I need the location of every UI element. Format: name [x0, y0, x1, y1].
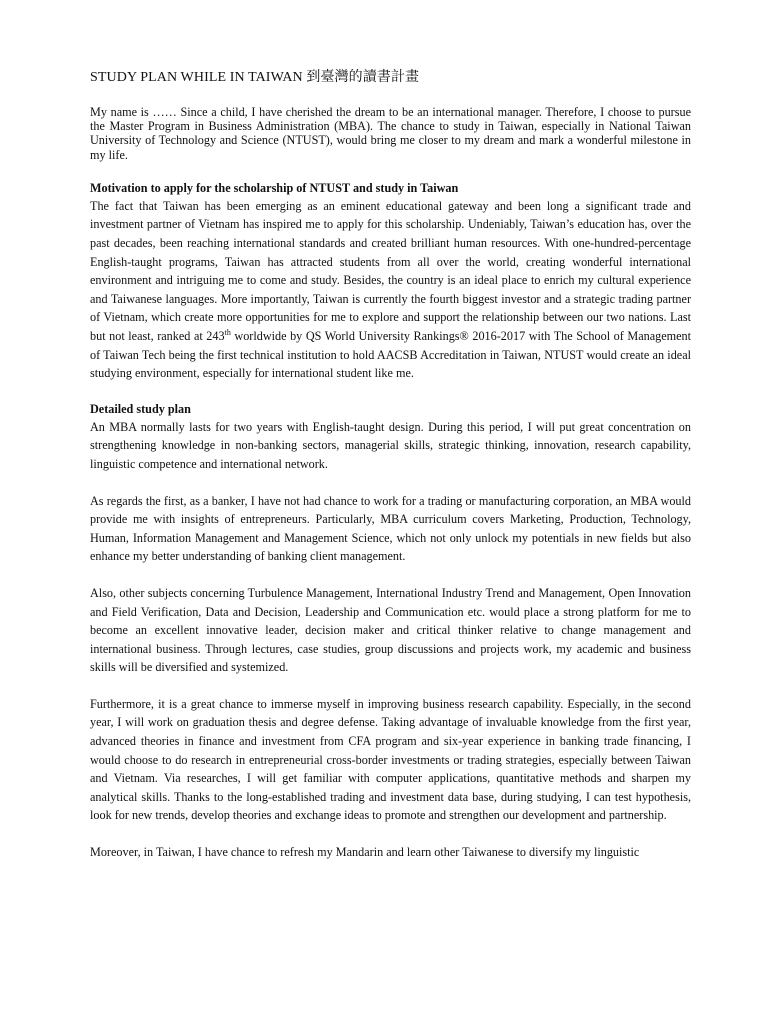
motivation-paragraph	[90, 197, 691, 383]
study-plan-paragraph: Moreover, in Taiwan, I have chance to refresh my Mandarin and learn other Taiwanese to diversify my linguistic	[90, 845, 640, 860]
motivation-heading: Motivation to apply for the scholarship of NTUST and study in Taiwan	[90, 180, 459, 195]
ordinal-suffix: th	[224, 327, 231, 337]
study-plan-paragraph: As regards the first, as a banker, I have not had chance to work for a trading or manufacturing corporation, an MBA would provide me with insights of entrepreneurs. Particularly, MBA curriculum covers Marketing, Production, Technology, Human, Information Management and Management Science, which not only unlock my potentials in new fields but also enhance my better understanding of banking client management.	[90, 493, 691, 564]
document-title: STUDY PLAN WHILE IN TAIWAN 到臺灣的讀書計畫	[90, 70, 420, 85]
intro-paragraph: My name is …… Since a child, I have cherished the dream to be an international manager. Therefore, I choose to pursue the Master Program in Business Administration (MBA). The chance to study in Taiwan, especially in National Taiwan University of Technology and Science (NTUST), would bring me closer to my dream and mark a wonderful milestone in my life.	[90, 105, 691, 162]
motivation-text-part2: worldwide by QS World University Rankings® 2016-2017 with The School of Management of Taiwan Tech being the first technical institution to hold AACSB Accreditation in Taiwan, NTUST would create an ideal studying environment, especially for international student like me.	[90, 328, 692, 381]
study-plan-paragraph: Furthermore, it is a great chance to immerse myself in improving business research capability. Especially, in the second year, I will work on graduation thesis and degree defense. Taking advantage of invaluable knowledge from the first year, advanced theories in finance and investment from CFA program and six-year experience in banking trade financing, I would choose to do research in entrepreneurial cross-border investments or trading strategies, especially between Taiwan and Vietnam. Via researches, I will get familiar with computer applications, quantitative methods and sharpen my analytical skills. Thanks to the long-established trading and investment data base, during studying, I can test hypothesis, look for new trends, develop theories and exchange ideas to promote and strengthen our development and partnership.	[90, 696, 691, 823]
study-plan-paragraph: An MBA normally lasts for two years with English-taught design. During this period, I will put great concentration on strengthening knowledge in non-banking sectors, managerial skills, strategic thinking, innovation, research capability, linguistic competence and international network.	[90, 419, 691, 471]
motivation-text-part1: The fact that Taiwan has been emerging as an eminent educational gateway and been long a significant trade and investment partner of Vietnam has inspired me to apply for this scholarship. Undeniably, Taiwan’s education has, over the past decades, been reaching international standards and created brilliant human resources. With one-hundred-percentage English-taught programs, Taiwan has attracted students from all over the world, creating wonderful international environment and intriguing me to come and study. Besides, the country is an ideal place to enrich my cultural experience and Taiwanese languages. More importantly, Taiwan is currently the fourth biggest investor and a strategic trading partner of Vietnam, which create more opportunities for me to explore and support the relationship between our two nations. Last but not least, ranked at 243	[90, 198, 691, 343]
study-plan-paragraph: Also, other subjects concerning Turbulence Management, International Industry Trend and Management, Open Innovation and Field Verification, Data and Decision, Leadership and Communication etc. would place a strong platform for me to become an excellent innovative leader, decision maker and critical thinker relative to change management and international business. Through lectures, case studies, group discussions and projects work, my academic and business skills will be diversified and systemized.	[90, 585, 691, 675]
study-plan-heading: Detailed study plan	[90, 401, 191, 416]
